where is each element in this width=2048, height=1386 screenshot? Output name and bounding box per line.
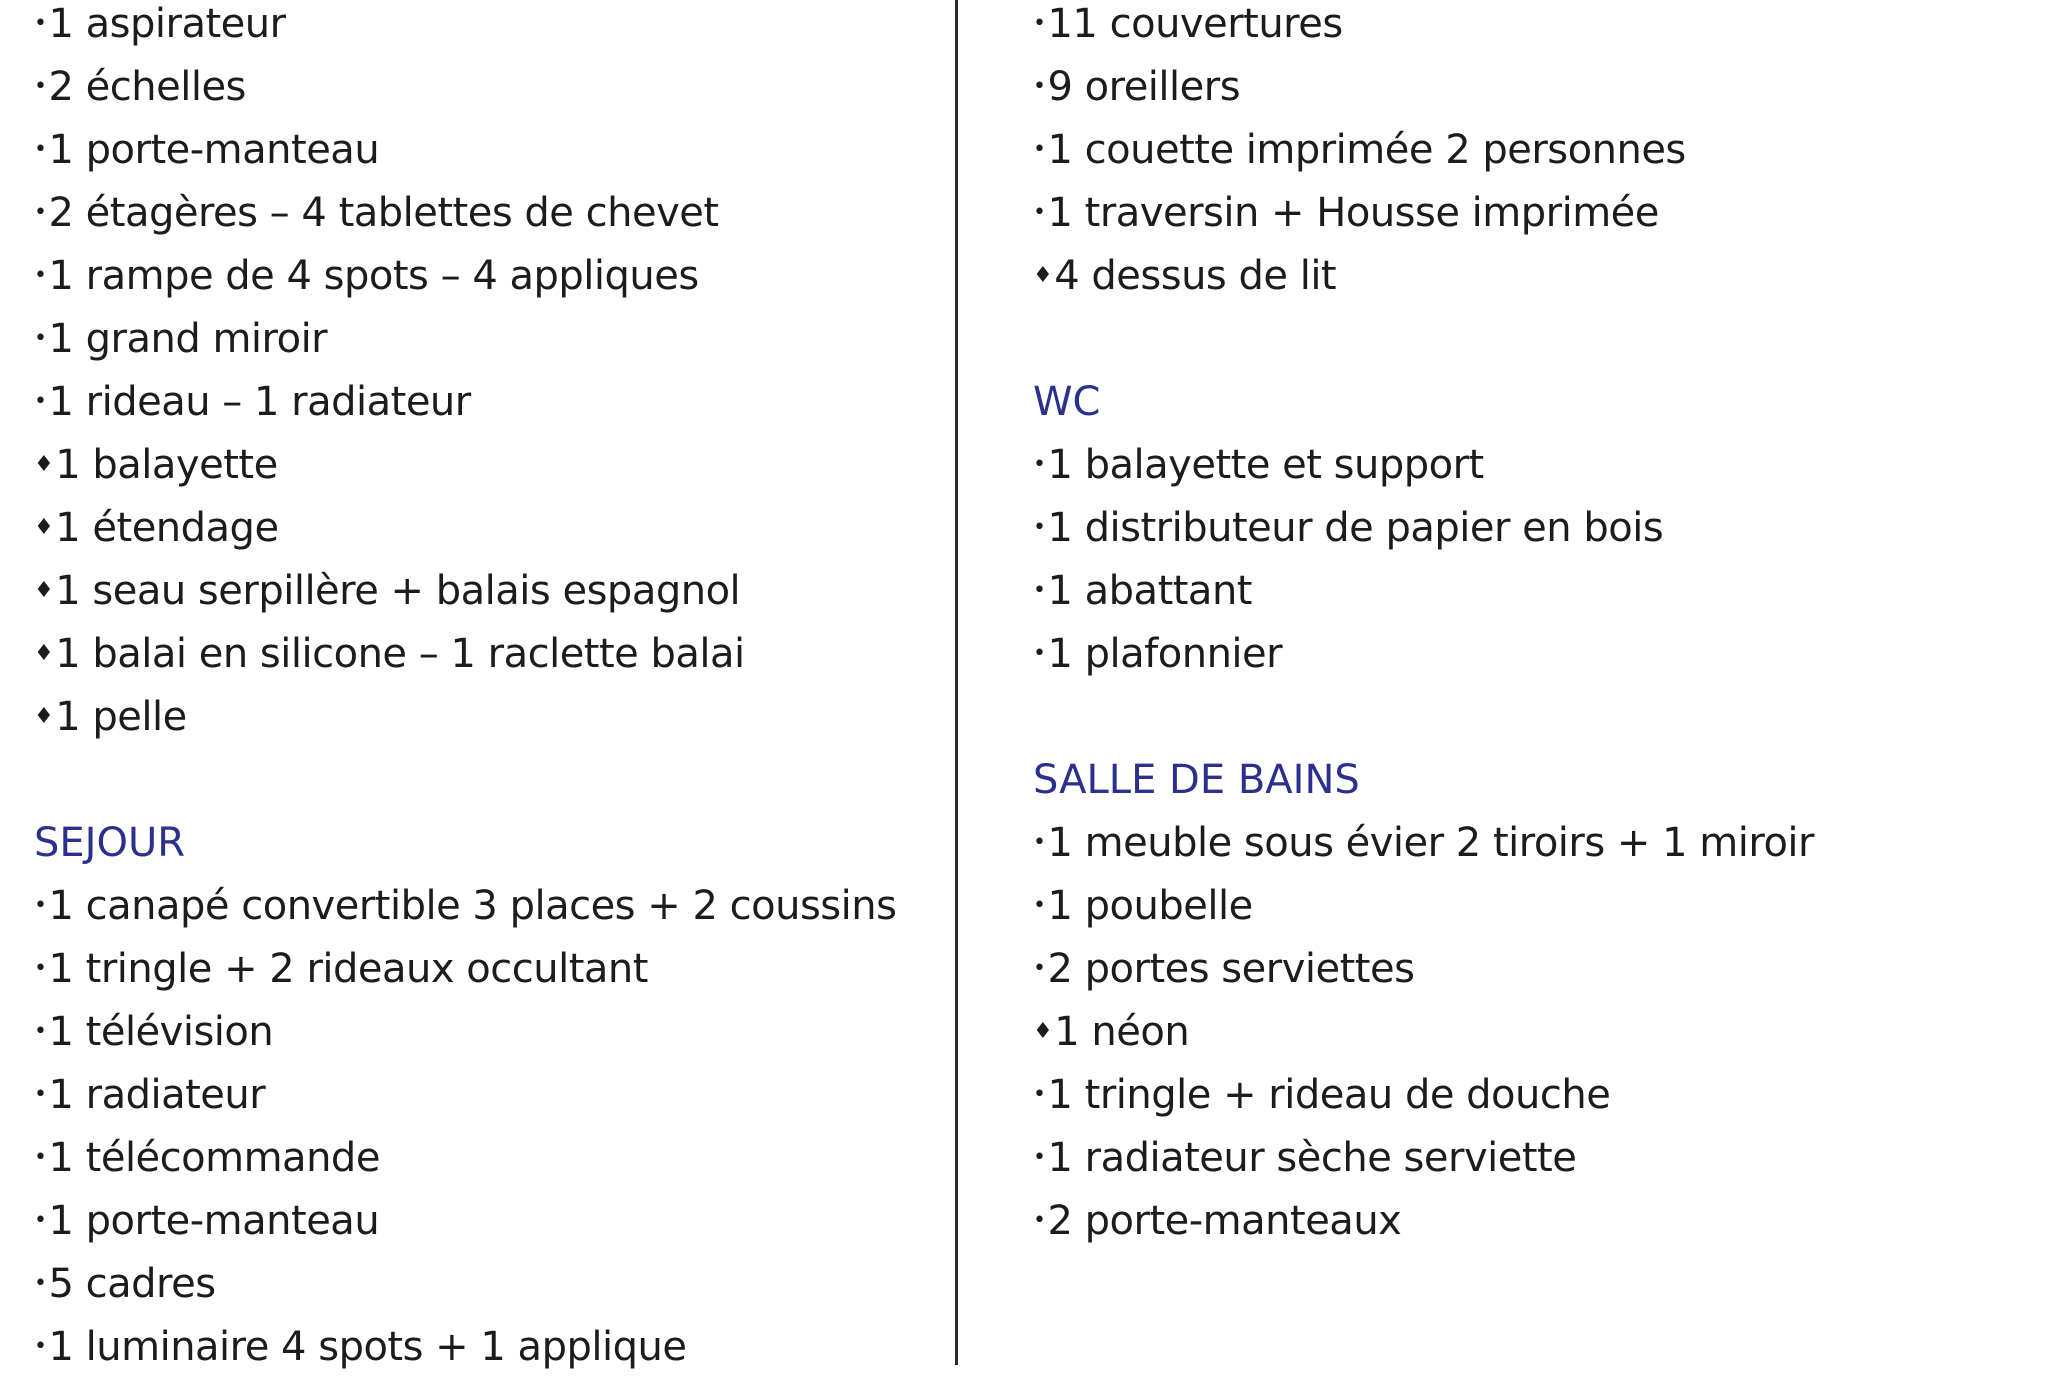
list-item: [34, 630, 934, 693]
list-item: [34, 1134, 934, 1197]
dot-bullet-icon: •: [34, 1208, 47, 1233]
list-item-text: 2 échelles: [48, 64, 246, 110]
list-item: [1033, 504, 2013, 567]
list-item-text: 1 porte-manteau: [48, 127, 380, 173]
list-item-text: 1 tringle + rideau de douche: [1047, 1072, 1611, 1118]
list-item: [1033, 1008, 2013, 1071]
list-item: [34, 126, 934, 189]
list-item-text: 1 pelle: [55, 694, 187, 740]
list-item: [34, 504, 934, 567]
column-divider: [955, 0, 958, 1365]
dot-bullet-icon: •: [1033, 830, 1046, 855]
list-item: [1033, 567, 2013, 630]
list-item: [1033, 126, 2013, 189]
list-item-text: 9 oreillers: [1047, 64, 1241, 110]
list-item: [34, 252, 934, 315]
list-item-text: 1 porte-manteau: [48, 1198, 380, 1244]
section-spacer: [1033, 693, 2013, 756]
dot-bullet-icon: •: [34, 1145, 47, 1170]
section-heading-wc: WC: [1033, 379, 1101, 425]
right-items-list: [1033, 0, 2013, 315]
dot-bullet-icon: •: [1033, 11, 1046, 36]
dot-bullet-icon: •: [34, 1271, 47, 1296]
right-column: [1033, 0, 2013, 1260]
dot-bullet-icon: •: [34, 263, 47, 288]
section-heading-salle-de-bains: SALLE DE BAINS: [1033, 757, 1360, 803]
dot-bullet-icon: •: [34, 200, 47, 225]
list-item-text: 1 étendage: [55, 505, 279, 551]
section-spacer: [1033, 315, 2013, 378]
dot-bullet-icon: •: [1033, 641, 1046, 666]
list-item: [34, 693, 934, 756]
list-item-text: 1 néon: [1054, 1009, 1190, 1055]
left-items-list: [34, 0, 934, 756]
list-item: [1033, 1134, 2013, 1197]
dot-bullet-icon: •: [1033, 893, 1046, 918]
list-item-text: 1 seau serpillère + balais espagnol: [55, 568, 741, 614]
list-item: [1033, 441, 2013, 504]
diamond-bullet-icon: ♦: [34, 641, 54, 666]
diamond-bullet-icon: ♦: [34, 578, 54, 603]
list-item-text: 1 rampe de 4 spots – 4 appliques: [48, 253, 699, 299]
list-item: [34, 945, 934, 1008]
list-item-text: 1 couette imprimée 2 personnes: [1047, 127, 1686, 173]
list-item: [1033, 1197, 2013, 1260]
list-item-text: 1 plafonnier: [1047, 631, 1283, 677]
list-item-text: 1 balai en silicone – 1 raclette balai: [55, 631, 745, 677]
list-item-text: 2 portes serviettes: [1047, 946, 1415, 992]
section-spacer: [34, 756, 934, 819]
dot-bullet-icon: •: [1033, 1145, 1046, 1170]
list-item: [34, 63, 934, 126]
list-item: [34, 315, 934, 378]
dot-bullet-icon: •: [1033, 1208, 1046, 1233]
list-item-text: 2 porte-manteaux: [1047, 1198, 1402, 1244]
sejour-items-list: [34, 882, 934, 1386]
list-item: [34, 1008, 934, 1071]
list-item: [34, 189, 934, 252]
dot-bullet-icon: •: [34, 326, 47, 351]
diamond-bullet-icon: ♦: [34, 452, 54, 477]
list-item-text: 1 rideau – 1 radiateur: [48, 379, 471, 425]
list-item: [1033, 819, 2013, 882]
list-item-text: 11 couvertures: [1047, 1, 1343, 47]
list-item-text: 1 grand miroir: [48, 316, 328, 362]
list-item: [1033, 945, 2013, 1008]
list-item-text: 1 balayette: [55, 442, 278, 488]
dot-bullet-icon: •: [34, 956, 47, 981]
dot-bullet-icon: •: [1033, 200, 1046, 225]
list-item-text: 1 poubelle: [1047, 883, 1253, 929]
diamond-bullet-icon: ♦: [34, 515, 54, 540]
dot-bullet-icon: •: [34, 137, 47, 162]
dot-bullet-icon: •: [1033, 452, 1046, 477]
salle-de-bains-items-list: [1033, 819, 2013, 1260]
section-heading-sejour: SEJOUR: [34, 820, 186, 866]
dot-bullet-icon: •: [34, 1334, 47, 1359]
list-item: [1033, 0, 2013, 63]
dot-bullet-icon: •: [34, 74, 47, 99]
list-item-text: 1 traversin + Housse imprimée: [1047, 190, 1659, 236]
list-item: [34, 1197, 934, 1260]
list-item: [1033, 630, 2013, 693]
dot-bullet-icon: •: [1033, 1082, 1046, 1107]
list-item-text: 1 balayette et support: [1047, 442, 1484, 488]
diamond-bullet-icon: ♦: [34, 704, 54, 729]
list-item: [1033, 882, 2013, 945]
list-item: [1033, 1071, 2013, 1134]
dot-bullet-icon: •: [34, 1019, 47, 1044]
dot-bullet-icon: •: [1033, 74, 1046, 99]
list-item: [34, 441, 934, 504]
dot-bullet-icon: •: [34, 1082, 47, 1107]
list-item: [34, 567, 934, 630]
list-item: [34, 882, 934, 945]
list-item: [1033, 252, 2013, 315]
dot-bullet-icon: •: [1033, 956, 1046, 981]
list-item-text: 1 radiateur sèche serviette: [1047, 1135, 1577, 1181]
list-item-text: 1 canapé convertible 3 places + 2 coussins: [48, 883, 897, 929]
list-item-text: 1 luminaire 4 spots + 1 applique: [48, 1324, 687, 1370]
list-item-text: 2 étagères – 4 tablettes de chevet: [48, 190, 719, 236]
dot-bullet-icon: •: [34, 11, 47, 36]
list-item-text: 1 radiateur: [48, 1072, 266, 1118]
dot-bullet-icon: •: [34, 389, 47, 414]
list-item-text: 1 distributeur de papier en bois: [1047, 505, 1664, 551]
list-item: [1033, 189, 2013, 252]
dot-bullet-icon: •: [1033, 515, 1046, 540]
dot-bullet-icon: •: [1033, 578, 1046, 603]
list-item: [34, 378, 934, 441]
list-item-text: 1 abattant: [1047, 568, 1252, 614]
list-item-text: 1 télécommande: [48, 1135, 380, 1181]
diamond-bullet-icon: ♦: [1033, 263, 1053, 288]
left-column: [34, 0, 934, 1386]
list-item-text: 1 tringle + 2 rideaux occultant: [48, 946, 648, 992]
list-item: [34, 1071, 934, 1134]
diamond-bullet-icon: ♦: [1033, 1019, 1053, 1044]
list-item-text: 1 télévision: [48, 1009, 274, 1055]
dot-bullet-icon: •: [34, 893, 47, 918]
list-item-text: 1 meuble sous évier 2 tiroirs + 1 miroir: [1047, 820, 1814, 866]
list-item-text: 5 cadres: [48, 1261, 216, 1307]
list-item-text: 4 dessus de lit: [1054, 253, 1337, 299]
list-item: [1033, 63, 2013, 126]
list-item-text: 1 aspirateur: [48, 1, 286, 47]
list-item: [34, 0, 934, 63]
wc-items-list: [1033, 441, 2013, 693]
list-item: [34, 1260, 934, 1323]
list-item: [34, 1323, 934, 1386]
dot-bullet-icon: •: [1033, 137, 1046, 162]
